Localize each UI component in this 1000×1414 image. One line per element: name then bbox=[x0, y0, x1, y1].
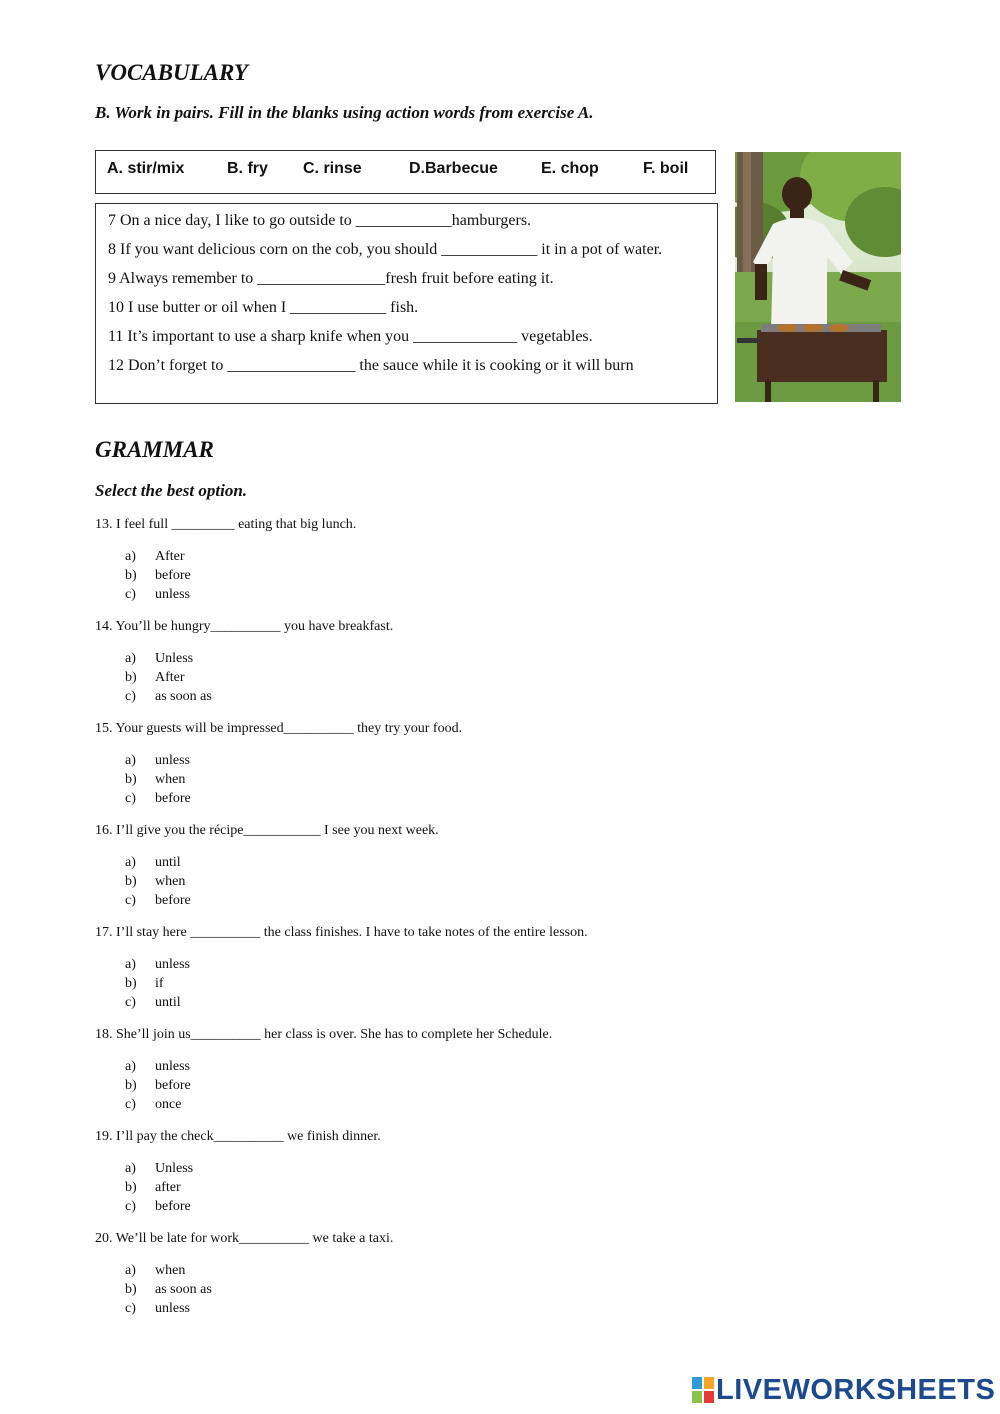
option-letter: b) bbox=[125, 976, 137, 991]
answer-option[interactable] bbox=[125, 874, 325, 892]
option-letter: c) bbox=[125, 1199, 136, 1214]
option-text: until bbox=[155, 855, 181, 870]
fill-in-sentences-box bbox=[95, 203, 718, 404]
option-text: After bbox=[155, 549, 185, 564]
option-letter: b) bbox=[125, 874, 137, 889]
option-text: when bbox=[155, 772, 186, 787]
answer-option[interactable] bbox=[125, 689, 325, 707]
option-text: if bbox=[155, 976, 164, 991]
question-13: 13. I feel full _________ eating that big lunch. bbox=[95, 517, 357, 532]
option-text: when bbox=[155, 874, 186, 889]
option-text: unless bbox=[155, 1301, 190, 1316]
answer-option[interactable] bbox=[125, 568, 325, 586]
option-letter: a) bbox=[125, 1059, 136, 1074]
answer-option[interactable] bbox=[125, 855, 325, 873]
sentence-12[interactable]: 12 Don’t forget to ________________ the sauce while it is cooking or it will burn bbox=[108, 357, 634, 374]
question-18: 18. She’ll join us__________ her class is over. She has to complete her Schedule. bbox=[95, 1027, 553, 1042]
option-letter: c) bbox=[125, 791, 136, 806]
option-letter: b) bbox=[125, 1282, 137, 1297]
option-text: unless bbox=[155, 1059, 190, 1074]
word-bank-item: D.Barbecue bbox=[409, 160, 498, 177]
word-bank-item: C. rinse bbox=[303, 160, 362, 177]
liveworksheets-logo-icon bbox=[692, 1377, 714, 1403]
option-text: until bbox=[155, 995, 181, 1010]
sentence-8[interactable]: 8 If you want delicious corn on the cob, you should ____________ it in a pot of water. bbox=[108, 241, 663, 258]
option-text: Unless bbox=[155, 651, 194, 666]
answer-option[interactable] bbox=[125, 1078, 325, 1096]
option-text: as soon as bbox=[155, 689, 212, 704]
answer-option[interactable] bbox=[125, 1263, 325, 1281]
option-text: After bbox=[155, 670, 185, 685]
grammar-heading: GRAMMAR bbox=[95, 437, 214, 462]
option-text: once bbox=[155, 1097, 182, 1112]
answer-option[interactable] bbox=[125, 772, 325, 790]
option-text: after bbox=[155, 1180, 181, 1195]
grammar-instruction: Select the best option. bbox=[95, 481, 248, 500]
option-text: before bbox=[155, 568, 191, 583]
sentence-7[interactable]: 7 On a nice day, I like to go outside to ____________hamburgers. bbox=[108, 212, 532, 229]
word-bank-item: E. chop bbox=[541, 160, 599, 177]
option-letter: a) bbox=[125, 957, 136, 972]
option-text: unless bbox=[155, 587, 190, 602]
option-text: before bbox=[155, 1078, 191, 1093]
option-letter: c) bbox=[125, 1097, 136, 1112]
answer-option[interactable] bbox=[125, 791, 325, 809]
answer-option[interactable] bbox=[125, 957, 325, 975]
question-15: 15. Your guests will be impressed__________ they try your food. bbox=[95, 721, 463, 736]
word-bank-item: A. stir/mix bbox=[107, 160, 185, 177]
barbecue-photo bbox=[735, 152, 901, 402]
answer-option[interactable] bbox=[125, 753, 325, 771]
liveworksheets-logo bbox=[692, 1372, 995, 1408]
sentence-11[interactable]: 11 It’s important to use a sharp knife when you _____________ vegetables. bbox=[108, 328, 593, 345]
option-letter: c) bbox=[125, 995, 136, 1010]
option-letter: a) bbox=[125, 753, 136, 768]
option-text: before bbox=[155, 893, 191, 908]
option-text: Unless bbox=[155, 1161, 194, 1176]
question-17: 17. I’ll stay here __________ the class finishes. I have to take notes of the entire lesson. bbox=[95, 925, 588, 940]
answer-option[interactable] bbox=[125, 670, 325, 688]
answer-option[interactable] bbox=[125, 549, 325, 567]
option-letter: b) bbox=[125, 670, 137, 685]
word-bank bbox=[95, 150, 716, 194]
answer-option[interactable] bbox=[125, 1301, 325, 1319]
option-letter: c) bbox=[125, 689, 136, 704]
answer-option[interactable] bbox=[125, 976, 325, 994]
option-letter: a) bbox=[125, 1161, 136, 1176]
option-text: unless bbox=[155, 957, 190, 972]
answer-option[interactable] bbox=[125, 1199, 325, 1217]
question-20: 20. We’ll be late for work__________ we take a taxi. bbox=[95, 1231, 394, 1246]
option-letter: b) bbox=[125, 1180, 137, 1195]
vocabulary-instruction: B. Work in pairs. Fill in the blanks using action words from exercise A. bbox=[95, 103, 594, 122]
option-letter: b) bbox=[125, 1078, 137, 1093]
question-19: 19. I’ll pay the check__________ we finish dinner. bbox=[95, 1129, 381, 1144]
answer-option[interactable] bbox=[125, 1282, 325, 1300]
option-letter: a) bbox=[125, 549, 136, 564]
answer-option[interactable] bbox=[125, 1161, 325, 1179]
answer-option[interactable] bbox=[125, 1097, 325, 1115]
word-bank-item: B. fry bbox=[227, 160, 268, 177]
option-text: as soon as bbox=[155, 1282, 212, 1297]
option-letter: c) bbox=[125, 587, 136, 602]
option-text: when bbox=[155, 1263, 186, 1278]
option-letter: c) bbox=[125, 893, 136, 908]
sentence-9[interactable]: 9 Always remember to ________________fresh fruit before eating it. bbox=[108, 270, 554, 287]
answer-option[interactable] bbox=[125, 587, 325, 605]
answer-option[interactable] bbox=[125, 893, 325, 911]
option-letter: a) bbox=[125, 1263, 136, 1278]
option-text: unless bbox=[155, 753, 190, 768]
answer-option[interactable] bbox=[125, 651, 325, 669]
answer-option[interactable] bbox=[125, 1059, 325, 1077]
option-letter: b) bbox=[125, 772, 137, 787]
answer-option[interactable] bbox=[125, 1180, 325, 1198]
vocabulary-heading: VOCABULARY bbox=[95, 60, 248, 85]
question-16: 16. I’ll give you the récipe___________ I see you next week. bbox=[95, 823, 439, 838]
liveworksheets-logo-text: LIVEWORKSHEETS bbox=[716, 1373, 996, 1406]
question-14: 14. You’ll be hungry__________ you have breakfast. bbox=[95, 619, 394, 634]
option-letter: a) bbox=[125, 855, 136, 870]
sentence-10[interactable]: 10 I use butter or oil when I ____________ fish. bbox=[108, 299, 419, 316]
option-letter: a) bbox=[125, 651, 136, 666]
option-text: before bbox=[155, 791, 191, 806]
option-letter: c) bbox=[125, 1301, 136, 1316]
option-text: before bbox=[155, 1199, 191, 1214]
option-letter: b) bbox=[125, 568, 137, 583]
word-bank-item: F. boil bbox=[643, 160, 689, 177]
answer-option[interactable] bbox=[125, 995, 325, 1013]
